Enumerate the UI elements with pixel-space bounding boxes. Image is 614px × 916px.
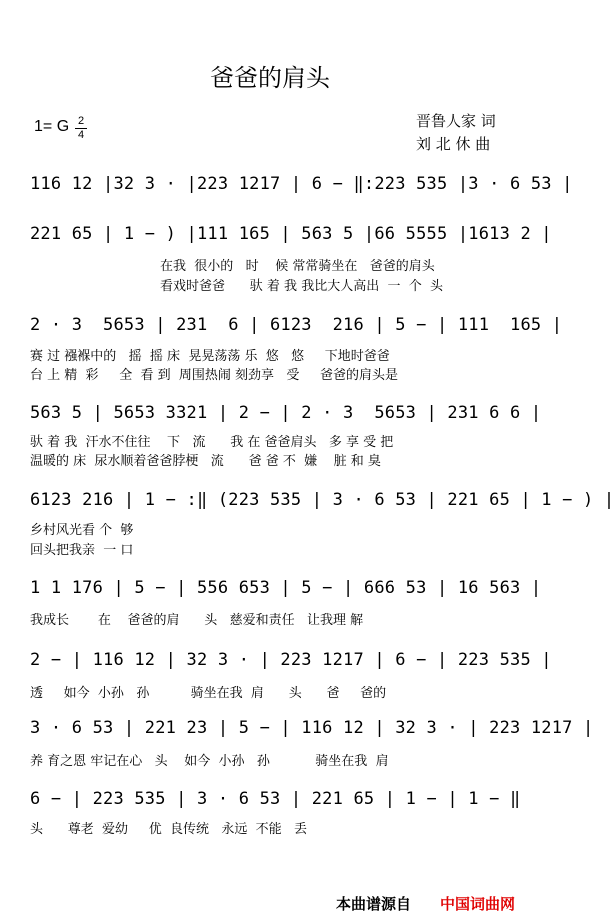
lyric-line: 头 尊老 爱幼 优 良传统 永远 不能 丢 (30, 822, 308, 837)
lyric-line: 看戏时爸爸 驮 着 我 我比大人高出 一 个 头 (160, 279, 443, 294)
lyric-line: 驮 着 我 汗水不住往 下 流 我 在 爸爸肩头 多 享 受 把 (30, 435, 394, 450)
song-title: 爸爸的肩头 (210, 64, 330, 92)
lyricist-credit: 晋鲁人家 词 (416, 112, 496, 130)
lyric-line: 在我 很小的 时 候 常常骑坐在 爸爸的肩头 (160, 259, 435, 274)
notation-row-5: 6123 216 | 1 − :‖ (223 535 | 3 · 6 53 | 221 65 | 1 − ) | (30, 490, 614, 510)
composer-credit: 刘 北 休 曲 (416, 135, 491, 153)
lyric-line: 乡村风光看 个 够 (30, 523, 134, 538)
footer-site-name: 中国词曲网 (440, 895, 516, 913)
footer-source-label: 本曲谱源自 (336, 895, 412, 913)
notation-row-7: 2 − | 116 12 | 32 3 · | 223 1217 | 6 − | 223 535 | (30, 650, 552, 670)
notation-row-1: 116 12 |32 3 · |223 1217 | 6 − ‖:223 535 |3 · 6 53 | (30, 174, 573, 194)
lyric-line: 养 育之恩 牢记在心 头 如今 小孙 孙 骑坐在我 肩 (30, 754, 389, 769)
lyric-line: 回头把我亲 一 口 (30, 543, 134, 558)
lyric-line: 我成长 在 爸爸的肩 头 慈爱和责任 让我理 解 (30, 613, 364, 628)
notation-row-6: 1 1 176 | 5 − | 556 653 | 5 − | 666 53 | 16 563 | (30, 578, 542, 598)
key-signature: 1= G (34, 118, 70, 135)
notation-row-8: 3 · 6 53 | 221 23 | 5 − | 116 12 | 32 3 · | 223 1217 | (30, 718, 594, 738)
time-signature (75, 116, 87, 141)
lyric-line: 透 如今 小孙 孙 骑坐在我 肩 头 爸 爸的 (30, 686, 387, 701)
lyric-line: 温暖的 床 尿水顺着爸爸脖梗 流 爸 爸 不 嫌 脏 和 臭 (30, 454, 381, 469)
notation-row-2: 221 65 | 1 − ) |111 165 | 563 5 |66 5555 |1613 2 | (30, 224, 552, 244)
meter-top: 2 (77, 115, 85, 127)
meter-bottom: 4 (77, 129, 85, 141)
notation-row-9: 6 − | 223 535 | 3 · 6 53 | 221 65 | 1 − | 1 − ‖ (30, 789, 521, 809)
lyric-line: 台 上 精 彩 全 看 到 周围热闹 刻劲享 受 爸爸的肩头是 (30, 368, 399, 383)
notation-row-3: 2 · 3 5653 | 231 6 | 6123 216 | 5 − | 111 165 | (30, 315, 563, 335)
notation-row-4: 563 5 | 5653 3321 | 2 − | 2 · 3 5653 | 231 6 6 | (30, 403, 542, 423)
lyric-line: 赛 过 襁褓中的 摇 摇 床 晃晃荡荡 乐 悠 悠 下地时爸爸 (30, 349, 390, 364)
